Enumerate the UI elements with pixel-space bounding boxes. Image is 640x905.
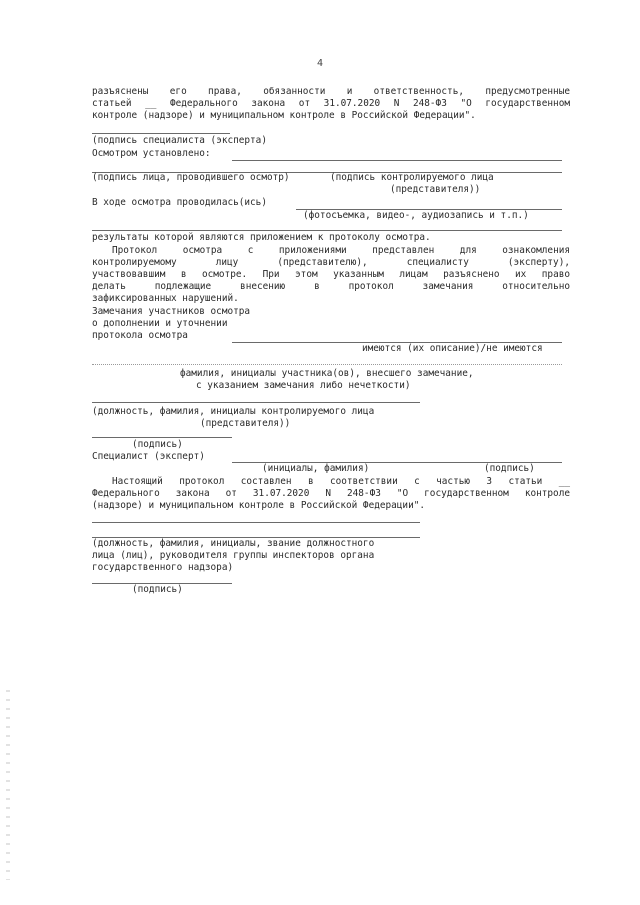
official-line — [92, 522, 420, 523]
compiled-line-3: (надзоре) и муниципальном контроле в Российской Федерации". — [92, 500, 426, 511]
media-line-2 — [92, 230, 562, 231]
rights-line-1: разъяснены его права, обязанности и ответственность, предусмотренные — [92, 86, 570, 97]
signature-line — [92, 437, 232, 438]
compiled-line-2: Федерального закона от 31.07.2020 N 248-ФЗ "О государственном контроле — [92, 488, 570, 499]
specialist-signature-caption-2: (подпись) — [484, 463, 535, 474]
specialist-label: Специалист (эксперт) — [92, 451, 205, 462]
official-caption-1: (должность, фамилия, инициалы, звание должностного — [92, 538, 375, 549]
compiled-line-1: Настоящий протокол составлен в соответствии с частью 3 статьи __ — [112, 476, 570, 487]
remarks-dotted-line — [92, 364, 562, 365]
protocol-line-1: Протокол осмотра с приложениями представлен для ознакомления — [112, 245, 570, 256]
specialist-signature-line — [92, 133, 230, 134]
inspection-established-label: Осмотром установлено: — [92, 148, 211, 159]
specialist-signature-caption: (подпись специалиста (эксперта) — [92, 135, 267, 146]
remarks-status-caption: имеются (их описание)/не имеются — [362, 343, 543, 354]
controlled-person-caption: (подпись контролируемого лица — [330, 172, 494, 183]
official-caption-2: лица (лиц), руководителя группы инспекторов органа — [92, 550, 375, 561]
protocol-line-2: контролируемому лицу (представителю), специалисту (эксперту), — [92, 257, 570, 268]
rights-line-3: контроле (надзоре) и муниципальном контроле в Российской Федерации". — [92, 110, 476, 121]
remarks-line-3: протокола осмотра — [92, 330, 188, 341]
controlled-person-position-caption: (должность, фамилия, инициалы контролируемого лица — [92, 406, 375, 417]
representative-caption: (представителя)) — [390, 184, 481, 195]
rights-line-2: статьей __ Федерального закона от 31.07.2020 N 248-ФЗ "О государственном — [92, 98, 570, 109]
established-line — [232, 160, 562, 161]
media-caption: (фотосъемка, видео-, аудиозапись и т.п.) — [303, 210, 529, 221]
conducting-person-caption: (подпись лица, проводившего осмотр) — [92, 172, 290, 183]
protocol-line-5: зафиксированных нарушений. — [92, 293, 239, 304]
controlled-person-line — [92, 402, 420, 403]
participants-caption-1: фамилия, инициалы участника(ов), внесшего замечание, — [180, 368, 474, 379]
page-number: 4 — [316, 58, 324, 69]
remarks-line-1: Замечания участников осмотра — [92, 306, 251, 317]
during-inspection-label: В ходе осмотра проводилась(ись) — [92, 197, 267, 208]
protocol-line-4: делать подлежащие внесению в протокол замечания относительно — [92, 281, 570, 292]
official-signature-caption: (подпись) — [132, 584, 183, 595]
official-caption-3: государственного надзора) — [92, 562, 234, 573]
initials-caption: (инициалы, фамилия) — [262, 463, 370, 474]
results-line: результаты которой являются приложением к протоколу осмотра. — [92, 232, 431, 243]
controlled-person-representative-caption: (представителя)) — [200, 418, 291, 429]
signature-caption: (подпись) — [132, 439, 183, 450]
scan-margin-marks — [6, 690, 10, 880]
protocol-line-3: участвовавшим в осмотре. При этом указанным лицам разъяснено их право — [92, 269, 570, 280]
remarks-line-2: о дополнении и уточнении — [92, 318, 228, 329]
participants-caption-2: с указанием замечания либо нечеткости) — [196, 380, 411, 391]
